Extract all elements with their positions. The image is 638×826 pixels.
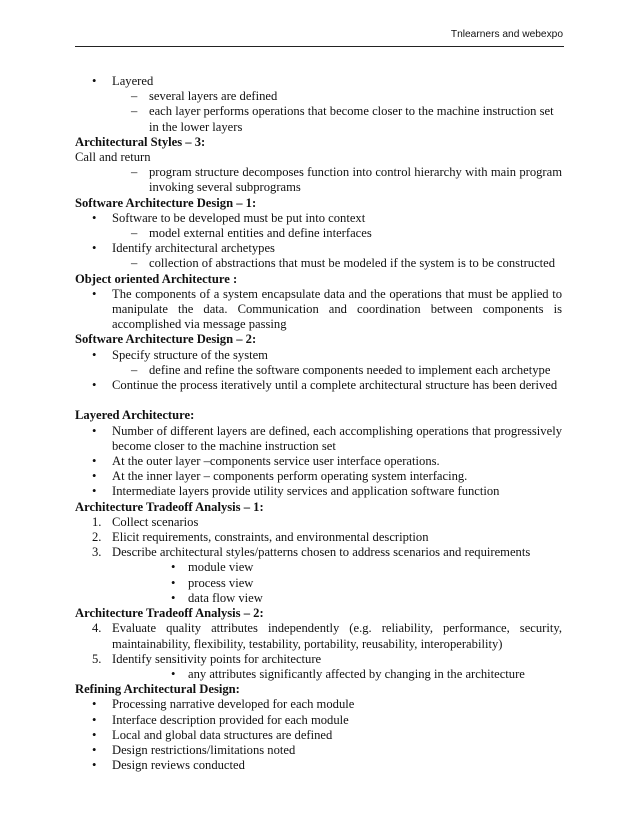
list-item: • Design reviews conducted <box>92 758 245 773</box>
list-item: • data flow view <box>171 590 263 605</box>
dash-marker: – <box>131 256 138 271</box>
list-item: • Intermediate layers provide utility services and application software function <box>92 484 500 499</box>
list-item: • Software to be developed must be put into context <box>92 210 366 225</box>
list-item: • any attributes significantly affected by changing in the architecture <box>171 666 525 681</box>
list-item: – several layers are defined <box>131 89 278 104</box>
dash-marker: – <box>131 362 138 377</box>
section-heading: Layered Architecture: <box>75 408 195 423</box>
section-heading: Architecture Tradeoff Analysis – 1: <box>75 499 264 514</box>
document-body <box>75 74 562 773</box>
list-item: • Continue the process iteratively until a complete architectural structure has been derived <box>92 378 558 393</box>
bullet-marker: • <box>92 484 97 499</box>
section-heading: Architecture Tradeoff Analysis – 2: <box>75 606 264 621</box>
bullet-marker: • <box>92 697 97 712</box>
list-item-continuation: invoking several subprograms <box>149 180 301 195</box>
numbered-item: 2. Elicit requirements, constraints, and environmental description <box>92 530 429 545</box>
running-header: Tnlearners and webexpo <box>450 29 563 40</box>
list-item-continuation: become closer to the machine instruction set <box>112 438 336 453</box>
section-heading: Software Architecture Design – 1: <box>75 195 257 210</box>
numbered-item: 3. Describe architectural styles/patterns chosen to address scenarios and requirements <box>92 545 531 560</box>
numbered-item: 4. Evaluate quality attributes independently (e.g. reliability, performance, security, <box>92 621 562 636</box>
section-heading: Object oriented Architecture : <box>75 271 238 286</box>
blank-line <box>75 393 562 408</box>
bullet-marker: • <box>171 575 176 590</box>
bullet-marker: • <box>92 712 97 727</box>
list-item: • Layered <box>92 74 154 88</box>
list-item: – each layer performs operations that become closer to the machine instruction set <box>131 104 554 119</box>
bullet-marker: • <box>92 241 97 256</box>
dash-marker: – <box>131 104 138 119</box>
bullet-marker: • <box>92 469 97 484</box>
dash-marker: – <box>131 226 138 241</box>
bullet-marker: • <box>92 423 97 438</box>
bullet-marker: • <box>92 378 97 393</box>
bullet-marker: • <box>92 286 97 301</box>
bullet-marker: • <box>171 666 176 681</box>
numbered-item-continuation: maintainability, flexibility, testability, portability, reusability, interoperability) <box>112 636 503 651</box>
header-rule <box>75 46 564 47</box>
bullet-marker: • <box>171 560 176 575</box>
bullet-marker: • <box>92 210 97 225</box>
list-item: – define and refine the software components needed to implement each archetype <box>131 362 551 377</box>
numbered-item: 5. Identify sensitivity points for architecture <box>92 651 322 666</box>
list-item: • Interface description provided for each module <box>92 712 349 727</box>
section-heading: Refining Architectural Design: <box>75 682 240 697</box>
section-heading: Architectural Styles – 3: <box>75 134 206 149</box>
list-item: – collection of abstractions that must be modeled if the system is to be constructed <box>131 256 556 271</box>
number-marker: 5. <box>92 651 102 666</box>
paragraph-text: Call and return <box>75 150 151 165</box>
list-item: • Design restrictions/limitations noted <box>92 742 296 757</box>
bullet-marker: • <box>92 742 97 757</box>
list-item: • module view <box>171 560 254 575</box>
bullet-marker: • <box>171 590 176 605</box>
bullet-marker: • <box>92 347 97 362</box>
list-item: – program structure decomposes function into control hierarchy with main program <box>131 165 562 180</box>
list-item: • Specify structure of the system <box>92 347 268 362</box>
bullet-marker: • <box>92 758 97 773</box>
number-marker: 3. <box>92 545 102 560</box>
number-marker: 4. <box>92 621 102 636</box>
number-marker: 1. <box>92 514 102 529</box>
bullet-marker: • <box>92 74 97 88</box>
list-item: • Identify architectural archetypes <box>92 241 275 256</box>
list-item-continuation: manipulate the data. Communication and coordination between components is <box>112 302 562 317</box>
list-item-continuation: accomplished via message passing <box>112 317 287 332</box>
list-item: • At the outer layer –components service user interface operations. <box>92 454 440 469</box>
list-item: – model external entities and define interfaces <box>131 226 372 241</box>
dash-marker: – <box>131 165 138 180</box>
bullet-marker: • <box>92 454 97 469</box>
section-heading: Software Architecture Design – 2: <box>75 332 257 347</box>
list-item: • Local and global data structures are defined <box>92 727 333 742</box>
list-item: • Number of different layers are defined, each accomplishing operations that progressively <box>92 423 562 438</box>
number-marker: 2. <box>92 530 102 545</box>
list-item: • process view <box>171 575 254 590</box>
list-item-continuation: in the lower layers <box>149 119 243 134</box>
numbered-item: 1. Collect scenarios <box>92 514 199 529</box>
list-item: • The components of a system encapsulate data and the operations that must be applied to <box>92 286 562 301</box>
list-item: • At the inner layer – components perform operating system interfacing. <box>92 469 468 484</box>
bullet-marker: • <box>92 727 97 742</box>
dash-marker: – <box>131 89 138 104</box>
list-item: • Processing narrative developed for each module <box>92 697 355 712</box>
